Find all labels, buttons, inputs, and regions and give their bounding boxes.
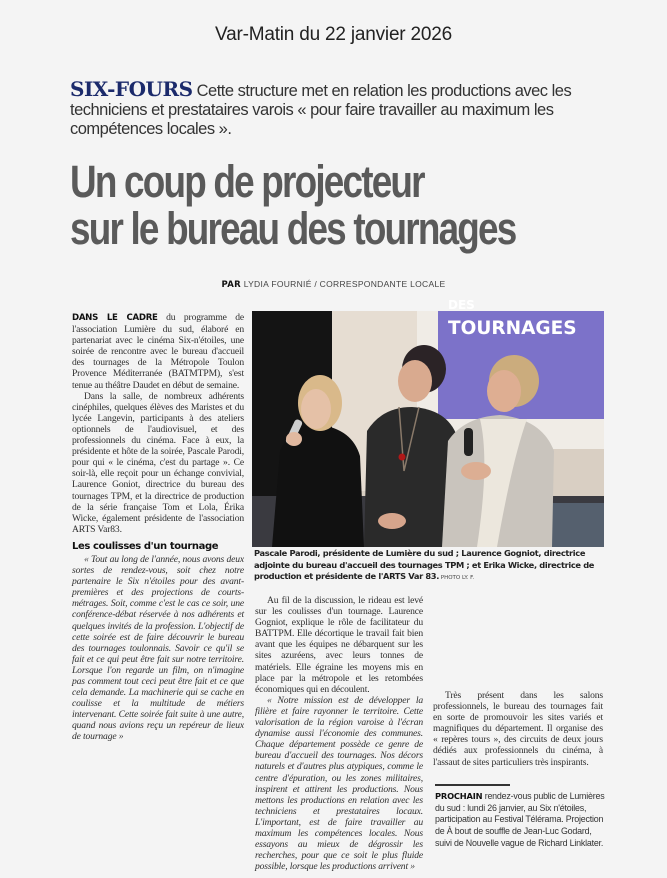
- paragraph-3-quote: « Tout au long de l'année, nous avons deux sortes de rendez-vous, soit chez notre partenaire le Six n'étoiles pour des avant-premières et des projections de courts-métrages. Soit, comme c'est le cas ce soir, une conférence-débat réservée à nos adhérents et quelques invités de la profession. L'objectif de cette soirée est de faire découvrir le bureau des tournages toulonnais. Savoir ce qu'il se fait et ce qui peut être fait sur notre territoire. Lorsque l'on regarde un film, on n'imagine pas comment tout ceci peut être fait et ce que cela demande. La machinerie qui se cache en coulisse et la multitude de métiers intervenant. Cette soirée fait suite à une autre, quand nous avions reçu un repéreur de lieux de tournage »: [72, 553, 244, 743]
- article-column-1: [72, 312, 244, 743]
- paragraph-2: [72, 391, 244, 535]
- byline-prefix: PAR: [221, 280, 242, 290]
- box-text: rendez-vous public de Lumières du sud : lundi 26 janvier, au Six n'étoiles, participation au Festival Télérama. Projection de À bout de souffle de Jean-Luc Godard, suivi de Nouvelle vague de Richard Linklater.: [435, 791, 605, 848]
- article-column-3: [433, 595, 603, 768]
- publication-source: Var-Matin du 22 janvier 2026: [215, 24, 452, 45]
- subheading: Les coulisses d'un tournage: [72, 540, 219, 552]
- box-lead: PROCHAIN: [435, 791, 483, 801]
- screen-text-partial: DES: [448, 298, 475, 312]
- screen-text: TOURNAGES: [448, 318, 577, 339]
- photo-credit: PHOTO LY. F.: [439, 575, 475, 581]
- paragraph-1: [72, 312, 244, 391]
- paragraph-5-quote: « Notre mission est de développer la filière et faire rayonner le territoire. Cette valorisation de la région varoise à l'écran dynamise aussi l'économie des communes. Chaque département possède ce genre de bureau d'accueil des tournages. Nos décors naturels et d'autres plus atypiques, comme le centre d'épuration, ou les zones militaires, inspirent et attirent les productions. Nous mettons les productions en relation avec les techniciens et prestataires locaux. L'important, est de faire travailler au maximum les compétences locales. Nous essayons au mieux de dégrossir les recherches, pour que ce soit le plus fluide possible, lorsque les productions arrivent »: [255, 694, 423, 873]
- paragraph-3: [72, 554, 244, 743]
- article-photo: [252, 298, 604, 547]
- box-divider: [435, 784, 510, 786]
- headline-line-2: sur le bureau des tournages: [70, 203, 516, 254]
- next-event-box: [435, 791, 607, 850]
- byline: [0, 279, 667, 290]
- kicker-text: Cette structure met en relation les productions avec les techniciens et prestataires varois « pour faire travailler au maximum les compétences locales ».: [70, 82, 572, 138]
- paragraph-2-text-a: Dans la salle, de nombreux adhérents cinéphiles, quelques élèves des Maristes et du lycée Langevin, participants à des ateliers optionnels de l'audiovisuel, et des professionnels du cinéma. Face à eux, la présidente et hôte de la soirée, Pascale Parodi, pour qui: [72, 390, 244, 469]
- kicker: [70, 77, 630, 139]
- paragraph-5: [255, 695, 423, 873]
- lead-caps: DANS LE CADRE: [72, 313, 158, 323]
- caption-text: Pascale Parodi, présidente de Lumière du sud ; Laurence Gogniot, directrice adjointe du bureau d'accueil des tournages TPM ; et Erika Wicke, directrice de production et présidente de l'ARTS Var 83.: [254, 548, 595, 581]
- photo-illustration: [252, 298, 604, 547]
- paragraph-6: Très présent dans les salons professionnels, le bureau des tournages fait en sorte de promouvoir les sites variés et magnifiques du département. Il organise des « repères tours », des circuits de deux jours dédiés aux professionnels du cinéma, à l'assaut de sites particuliers très inspirants.: [433, 690, 603, 768]
- headline-line-1: Un coup de projecteur: [70, 156, 424, 207]
- byline-author: LYDIA FOURNIÉ / CORRESPONDANTE LOCALE: [241, 279, 446, 289]
- paragraph-4: Au fil de la discussion, le rideau est levé sur les coulisses d'un tournage. Laurence Gogniot, explique le rôle de facilitateur du BATTPM. Elle décortique le travail fait bien avant que les équipes ne débarquent sur les sites azuréens, avec leurs tonnes de matériels. Elle égraine les moyens mis en place par la métropole et les retombées économiques qui en découlent.: [255, 595, 423, 695]
- kicker-place: SIX-FOURS: [70, 77, 193, 101]
- paragraph-2-quote: « le cinéma, c'est du partage »: [108, 457, 228, 469]
- paragraph-1-text: du programme de l'association Lumière du sud, élaboré en partenariat avec le cinéma Six-n'étoiles, une soirée de rencontre avec le bureau d'accueil des tournages de la Métropole Toulon Provence Méditerranée (BATMTPM), s'est tenue au théâtre Daudet en début de semaine.: [72, 312, 244, 391]
- photo-caption: [254, 548, 606, 585]
- article-column-2: [255, 595, 423, 872]
- headline: [70, 158, 529, 252]
- paragraph-2-text-b: . Ce soir-là, elle reçoit pour un échange convivial, Laurence Goniot, directrice du bureau des tournages TPM, et la directrice de production de la série française Tom et Lola, Érika Wicke, également présidente de l'association ARTS Var83.: [72, 457, 244, 535]
